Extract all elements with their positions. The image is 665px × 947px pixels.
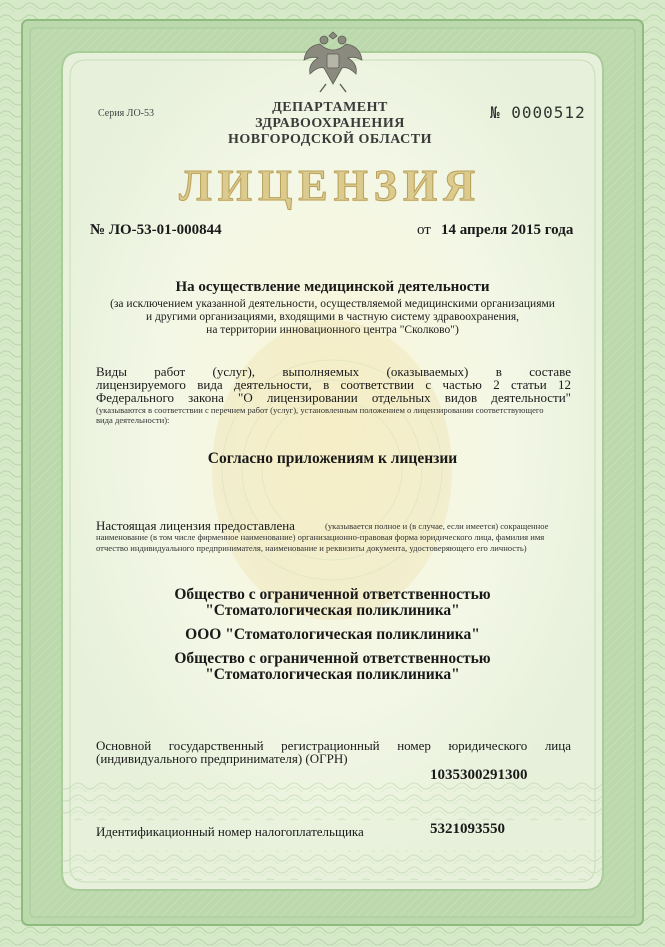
activity-note-line-3: на территории инновационного центра "Сколково")	[206, 324, 459, 336]
licensee-note-line-2: наименование (в том числе фирменное наименование) организационно-правовая форма юридического лица, фамилия имя	[96, 532, 545, 542]
works-note-line-2: вида деятельности):	[96, 415, 170, 425]
ogrn-label-line-1: Основной государственный регистрационный номер юридического лица	[96, 738, 571, 753]
license-date: 14 апреля 2015 года	[441, 222, 574, 238]
licensee-brand-name-line-2: "Стоматологическая поликлиника"	[205, 666, 460, 683]
activity-note-line-2: и другими организациями, входящими в частную систему здравоохранения,	[145, 311, 520, 323]
form-number: № 0000512	[490, 103, 586, 122]
document-title: ЛИЦЕНЗИЯ	[178, 161, 482, 210]
license-date-prefix: от	[417, 222, 431, 238]
activity-heading: На осуществление медицинской деятельности	[175, 279, 490, 295]
licensee-full-name-line-2: "Стоматологическая поликлиника"	[205, 602, 460, 619]
activity-note-line-1: (за исключением указанной деятельности, осуществляемой медицинскими организациями	[110, 298, 555, 310]
works-value: Согласно приложениям к лицензии	[207, 450, 458, 467]
department-line-2: ЗДРАВООХРАНЕНИЯ	[255, 116, 405, 131]
licensee-short-name: ООО "Стоматологическая поликлиника"	[185, 626, 480, 643]
works-line-3: Федерального закона "О лицензировании отдельных видов деятельности"	[96, 390, 571, 405]
inn-label: Идентификационный номер налогоплательщика	[96, 824, 364, 839]
license-number: № ЛО-53-01-000844	[90, 222, 222, 238]
inn-value: 5321093550	[430, 821, 505, 837]
works-line-1: Виды работ (услуг), выполняемых (оказываемых) в составе	[96, 364, 571, 379]
works-note-line-1: (указываются в соответствии с перечнем работ (услуг), установленным положением о лицензировании соответствующего	[96, 405, 544, 415]
double-headed-eagle-emblem-icon	[300, 26, 366, 96]
ogrn-label-line-2: (индивидуального предпринимателя) (ОГРН)	[96, 751, 348, 766]
licensee-brand-name-line-1: Общество с ограниченной ответственностью	[174, 650, 491, 667]
licensee-intro: Настоящая лицензия предоставлена	[96, 518, 295, 533]
ogrn-value: 1035300291300	[430, 767, 528, 783]
series-label: Серия ЛО-53	[98, 108, 155, 119]
department-line-3: НОВГОРОДСКОЙ ОБЛАСТИ	[227, 132, 433, 147]
licensee-full-name-line-1: Общество с ограниченной ответственностью	[174, 586, 491, 603]
licensee-note-line-3: отчество индивидуального предпринимателя, наименование и реквизиты документа, удостоверяющего его личность)	[96, 543, 527, 553]
works-line-2: лицензируемого вида деятельности, в соответствии с частью 2 статьи 12	[96, 377, 571, 392]
department-line-1: ДЕПАРТАМЕНТ	[272, 100, 388, 115]
licensee-note-line-1: (указывается полное и (в случае, если имеется) сокращенное	[325, 521, 549, 531]
